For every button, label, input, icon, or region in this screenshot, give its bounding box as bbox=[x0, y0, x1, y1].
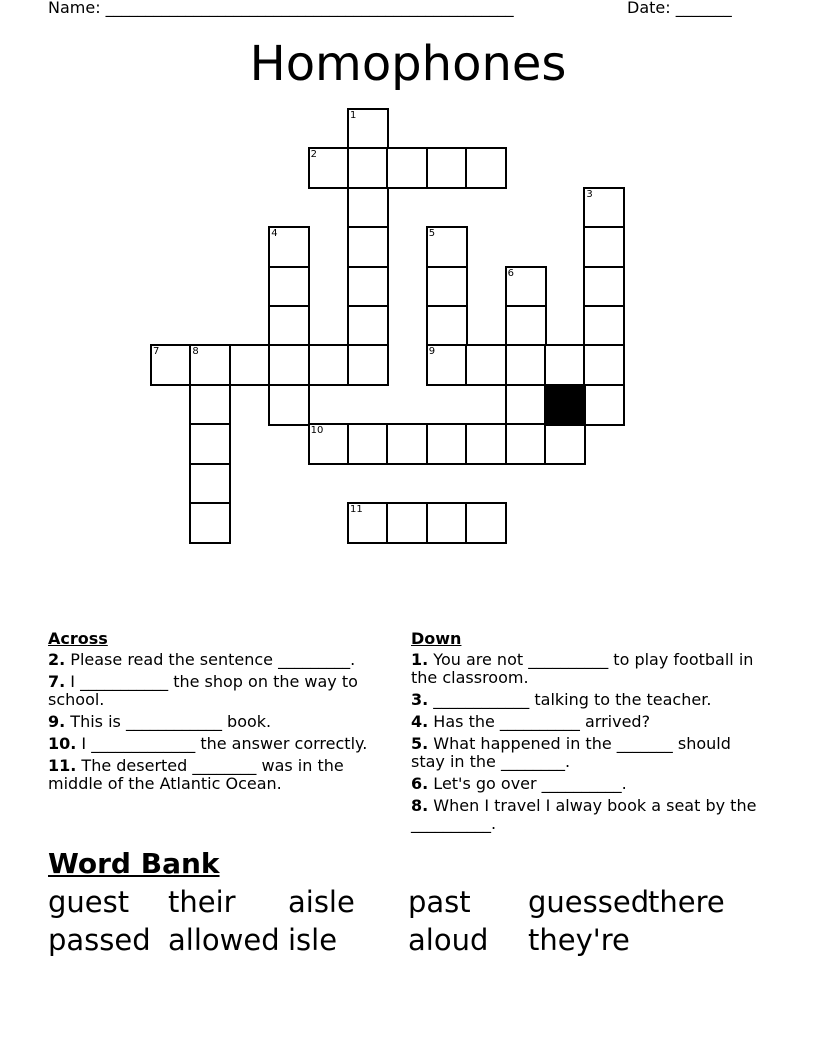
word-bank-word: guest bbox=[48, 885, 130, 919]
crossword-cell[interactable] bbox=[465, 147, 507, 189]
crossword-cell[interactable] bbox=[583, 344, 625, 386]
date-line[interactable]: Date: _______ bbox=[627, 0, 732, 17]
crossword-black-cell bbox=[544, 384, 586, 426]
down-heading: Down bbox=[411, 629, 462, 648]
crossword-cell[interactable] bbox=[505, 266, 547, 308]
clue-down-1: 1. You are not __________ to play football in the classroom. bbox=[411, 650, 754, 687]
crossword-cell[interactable] bbox=[347, 147, 389, 189]
crossword-cell[interactable] bbox=[268, 226, 310, 268]
crossword-cell[interactable] bbox=[505, 423, 547, 465]
clue-number: 7 bbox=[153, 346, 160, 358]
crossword-cell[interactable] bbox=[268, 344, 310, 386]
down-clues bbox=[411, 630, 761, 837]
crossword-cell[interactable] bbox=[347, 502, 389, 544]
clue-number: 4 bbox=[271, 228, 278, 240]
crossword-cell[interactable] bbox=[268, 266, 310, 308]
clue-across-7: 7. I ___________ the shop on the way to school. bbox=[48, 672, 358, 709]
word-bank-word: isle bbox=[288, 923, 338, 957]
crossword-cell[interactable] bbox=[347, 226, 389, 268]
crossword-cell[interactable] bbox=[386, 502, 428, 544]
crossword-cell[interactable] bbox=[347, 266, 389, 308]
clue-number: 9 bbox=[428, 346, 436, 358]
crossword-cell[interactable] bbox=[426, 423, 468, 465]
crossword-cell[interactable] bbox=[583, 305, 625, 347]
clue-number: 5 bbox=[428, 228, 436, 240]
crossword-cell[interactable] bbox=[426, 344, 468, 386]
word-bank-word: past bbox=[408, 885, 471, 919]
crossword-cell[interactable] bbox=[189, 344, 231, 386]
crossword-cell[interactable] bbox=[426, 502, 468, 544]
crossword-cell[interactable] bbox=[544, 344, 586, 386]
crossword-cell[interactable] bbox=[465, 423, 507, 465]
crossword-cell[interactable] bbox=[465, 344, 507, 386]
crossword-cell[interactable] bbox=[583, 266, 625, 308]
crossword-cell[interactable] bbox=[426, 226, 468, 268]
across-clues bbox=[48, 630, 398, 797]
crossword-cell[interactable] bbox=[386, 147, 428, 189]
crossword-cell[interactable] bbox=[268, 384, 310, 426]
crossword-cell[interactable] bbox=[386, 423, 428, 465]
clue-across-10: 10. I _____________ the answer correctly. bbox=[48, 734, 368, 753]
crossword-cell[interactable] bbox=[426, 305, 468, 347]
word-bank-word: aisle bbox=[288, 885, 355, 919]
clue-down-6: 6. Let's go over __________. bbox=[411, 774, 627, 793]
word-bank-word: aloud bbox=[408, 923, 489, 957]
crossword-cell[interactable] bbox=[583, 226, 625, 268]
crossword-cell[interactable] bbox=[308, 344, 350, 386]
crossword-cell[interactable] bbox=[308, 423, 350, 465]
clue-number: 11 bbox=[350, 504, 363, 515]
word-bank-word: there bbox=[648, 885, 725, 919]
page-title: Homophones bbox=[249, 36, 567, 92]
crossword-cell[interactable] bbox=[426, 266, 468, 308]
crossword-cell[interactable] bbox=[189, 463, 231, 505]
crossword-cell[interactable] bbox=[505, 384, 547, 426]
crossword-cell[interactable] bbox=[505, 305, 547, 347]
crossword-cell[interactable] bbox=[189, 423, 231, 465]
crossword-cell[interactable] bbox=[189, 502, 231, 544]
crossword-cell[interactable] bbox=[150, 344, 192, 386]
word-bank-word: they're bbox=[528, 923, 630, 957]
crossword-cell[interactable] bbox=[347, 305, 389, 347]
word-bank-word: passed bbox=[48, 923, 151, 957]
crossword-cell[interactable] bbox=[347, 108, 389, 150]
crossword-cell[interactable] bbox=[583, 187, 625, 229]
word-bank-word: allowed bbox=[168, 923, 280, 957]
clue-down-5: 5. What happened in the _______ should stay in the ________. bbox=[411, 734, 731, 771]
clue-number: 3 bbox=[586, 188, 593, 200]
crossword-cell[interactable] bbox=[544, 423, 586, 465]
clue-number: 6 bbox=[507, 267, 514, 279]
clue-across-11: 11. The deserted ________ was in the middle of the Atlantic Ocean. bbox=[48, 756, 344, 793]
clue-number: 10 bbox=[310, 425, 324, 437]
word-bank-word: their bbox=[168, 885, 236, 919]
name-line[interactable]: Name: ___________________________________________________ bbox=[48, 0, 514, 17]
clue-across-2: 2. Please read the sentence _________. bbox=[48, 650, 356, 669]
crossword-cell[interactable] bbox=[347, 187, 389, 229]
clue-down-4: 4. Has the __________ arrived? bbox=[411, 712, 651, 731]
crossword-cell[interactable] bbox=[308, 147, 350, 189]
word-bank-title: Word Bank bbox=[48, 847, 220, 880]
crossword-cell[interactable] bbox=[505, 344, 547, 386]
crossword-cell[interactable] bbox=[229, 344, 271, 386]
clue-down-8: 8. When I travel I alway book a seat by the __________. bbox=[411, 796, 757, 833]
clue-number: 2 bbox=[310, 149, 317, 161]
crossword-cell[interactable] bbox=[189, 384, 231, 426]
clue-down-3: 3. ____________ talking to the teacher. bbox=[411, 690, 712, 709]
across-heading: Across bbox=[48, 629, 108, 648]
clue-number: 8 bbox=[192, 346, 199, 358]
crossword-cell[interactable] bbox=[426, 147, 468, 189]
crossword-cell[interactable] bbox=[347, 344, 389, 386]
crossword-cell[interactable] bbox=[347, 423, 389, 465]
clue-number: 1 bbox=[350, 110, 357, 121]
crossword-cell[interactable] bbox=[268, 305, 310, 347]
clue-across-9: 9. This is ____________ book. bbox=[48, 712, 272, 731]
crossword-cell[interactable] bbox=[465, 502, 507, 544]
word-bank-word: guessed bbox=[528, 885, 650, 919]
crossword-cell[interactable] bbox=[583, 384, 625, 426]
